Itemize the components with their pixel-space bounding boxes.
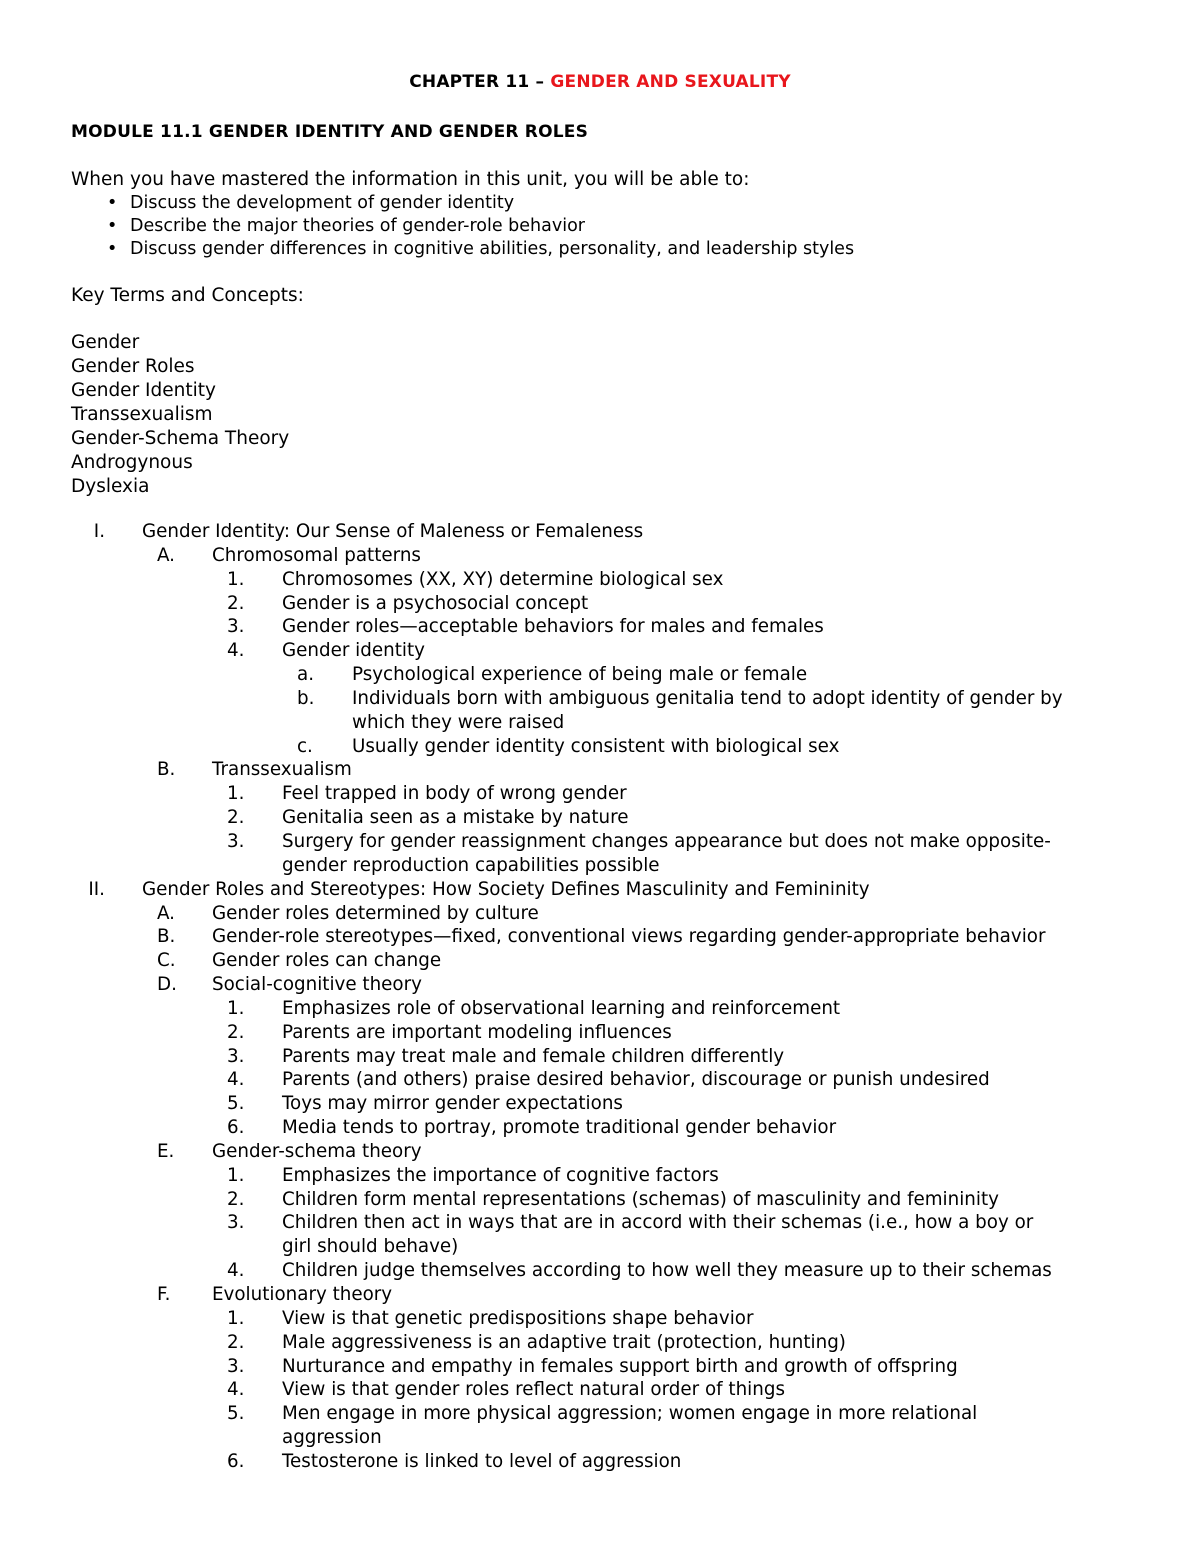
outline-text: Psychological experience of being male or female — [352, 664, 808, 686]
outline-item-level-3 — [0, 1402, 1200, 1426]
outline-text: Gender roles—acceptable behaviors for males and females — [282, 616, 824, 638]
outline-marker: 1. — [227, 1164, 245, 1186]
module-title: MODULE 11.1 GENDER IDENTITY AND GENDER ROLES — [71, 122, 589, 142]
outline-item-level-3 — [0, 568, 1200, 592]
outline-item-level-3 — [0, 1188, 1200, 1212]
chapter-title — [0, 72, 1200, 92]
outline-item-level-4 — [0, 711, 1200, 735]
outline-text: Gender-role stereotypes—fixed, conventional views regarding gender-appropriate behavior — [212, 926, 1046, 948]
outline-marker: 6. — [227, 1450, 245, 1472]
outline-text: Feel trapped in body of wrong gender — [282, 783, 627, 805]
outline-text: Parents are important modeling influences — [282, 1021, 672, 1043]
outline-text: Children judge themselves according to how well they measure up to their schemas — [282, 1260, 1052, 1282]
outline-text: Gender Roles and Stereotypes: How Society Defines Masculinity and Femininity — [142, 878, 870, 900]
outline-text: Parents may treat male and female children differently — [282, 1045, 785, 1067]
outline-item-level-3 — [0, 1378, 1200, 1402]
outline-item-level-2 — [0, 925, 1200, 949]
outline-item-level-3 — [0, 1355, 1200, 1379]
key-terms-heading: Key Terms and Concepts: — [71, 285, 304, 306]
outline-item-level-3 — [0, 1235, 1200, 1259]
outline-item-level-3 — [0, 592, 1200, 616]
chapter-number: CHAPTER 11 – — [409, 72, 551, 92]
outline-item-level-2 — [0, 1140, 1200, 1164]
outline-marker: 2. — [227, 1331, 245, 1353]
outline-marker: a. — [297, 664, 315, 686]
outline-item-level-3 — [0, 639, 1200, 663]
chapter-name: GENDER AND SEXUALITY — [550, 72, 791, 92]
outline-marker: 4. — [227, 1379, 245, 1401]
key-term: Gender-Schema Theory — [71, 428, 290, 449]
outline-marker: B. — [157, 926, 176, 948]
outline-text: Surgery for gender reassignment changes appearance but does not make opposite- — [282, 830, 1051, 852]
outline-text: Media tends to portray, promote traditional gender behavior — [282, 1117, 837, 1139]
outline-text: Gender Identity: Our Sense of Maleness or Femaleness — [142, 521, 644, 542]
lecture-outline — [0, 520, 1200, 1474]
outline-text: girl should behave) — [282, 1236, 459, 1258]
outline-item-level-3 — [0, 1331, 1200, 1355]
outline-marker: I. — [93, 521, 105, 542]
outline-text: Genitalia seen as a mistake by nature — [282, 807, 629, 829]
outline-marker: B. — [157, 759, 176, 781]
outline-text: Children form mental representations (schemas) of masculinity and femininity — [282, 1188, 999, 1210]
outline-item-level-2 — [0, 949, 1200, 973]
outline-text: Parents (and others) praise desired behavior, discourage or punish undesired — [282, 1069, 990, 1091]
outline-marker: 6. — [227, 1117, 245, 1139]
outline-text: gender reproduction capabilities possible — [282, 854, 660, 876]
key-term: Gender Roles — [71, 356, 195, 377]
outline-marker: 1. — [227, 1307, 245, 1329]
outline-marker: A. — [157, 902, 175, 924]
outline-item-level-3 — [0, 997, 1200, 1021]
outline-text: Individuals born with ambiguous genitalia tend to adopt identity of gender by — [352, 687, 1063, 709]
outline-text: Gender is a psychosocial concept — [282, 592, 589, 614]
outline-text: View is that gender roles reflect natural order of things — [282, 1379, 785, 1401]
outline-item-level-2 — [0, 973, 1200, 997]
outline-item-level-4 — [0, 687, 1200, 711]
outline-item-level-3 — [0, 830, 1200, 854]
outline-item-level-3 — [0, 1211, 1200, 1235]
outline-text: Children then act in ways that are in accord with their schemas (i.e., how a boy or — [282, 1212, 1034, 1234]
outline-text: Gender roles can change — [212, 950, 442, 972]
key-term: Transsexualism — [71, 404, 213, 425]
outline-marker: 2. — [227, 807, 245, 829]
outline-text: Emphasizes role of observational learning and reinforcement — [282, 997, 841, 1019]
outline-marker: 3. — [227, 1355, 245, 1377]
outline-item-level-3 — [0, 1045, 1200, 1069]
bullet-icon: • — [107, 193, 118, 213]
outline-text: Toys may mirror gender expectations — [282, 1093, 623, 1115]
outline-text: Gender roles determined by culture — [212, 902, 539, 924]
outline-text: Gender-schema theory — [212, 1140, 422, 1162]
objective-text: Discuss the development of gender identity — [130, 193, 515, 213]
outline-item-level-2 — [0, 1283, 1200, 1307]
outline-text: Chromosomes (XX, XY) determine biological sex — [282, 568, 724, 590]
outline-marker: c. — [297, 735, 313, 757]
bullet-icon: • — [107, 216, 118, 236]
outline-item-level-2 — [0, 544, 1200, 568]
bullet-icon: • — [107, 239, 118, 259]
outline-item-level-2 — [0, 902, 1200, 926]
outline-text: which they were raised — [352, 711, 565, 733]
outline-marker: D. — [157, 974, 177, 996]
outline-item-level-3 — [0, 806, 1200, 830]
outline-marker: b. — [297, 687, 315, 709]
outline-marker: 1. — [227, 783, 245, 805]
outline-item-level-1 — [0, 520, 1200, 544]
outline-marker: 5. — [227, 1093, 245, 1115]
outline-marker: 2. — [227, 1021, 245, 1043]
outline-item-level-2 — [0, 758, 1200, 782]
outline-marker: F. — [157, 1284, 171, 1305]
outline-text: Usually gender identity consistent with biological sex — [352, 735, 840, 757]
objective-text: Discuss gender differences in cognitive abilities, personality, and leadership styles — [130, 239, 855, 259]
outline-marker: 1. — [227, 997, 245, 1019]
outline-text: Gender identity — [282, 640, 425, 662]
outline-item-level-3 — [0, 1092, 1200, 1116]
outline-item-level-4 — [0, 663, 1200, 687]
outline-text: aggression — [282, 1427, 382, 1449]
outline-marker: 3. — [227, 1045, 245, 1067]
outline-marker: 4. — [227, 1069, 245, 1091]
intro-text: When you have mastered the information in this unit, you will be able to: — [71, 169, 750, 190]
outline-marker: 2. — [227, 1188, 245, 1210]
key-term: Androgynous — [71, 452, 193, 473]
outline-item-level-3 — [0, 1259, 1200, 1283]
outline-marker: 3. — [227, 616, 245, 638]
outline-item-level-3 — [0, 1068, 1200, 1092]
outline-marker: II. — [88, 878, 105, 900]
outline-text: Evolutionary theory — [212, 1284, 393, 1305]
outline-marker: E. — [157, 1140, 175, 1162]
key-term: Dyslexia — [71, 476, 150, 497]
outline-item-level-3 — [0, 1426, 1200, 1450]
outline-item-level-3 — [0, 1450, 1200, 1474]
outline-text: Transsexualism — [212, 759, 352, 781]
outline-item-level-3 — [0, 1164, 1200, 1188]
outline-item-level-3 — [0, 1021, 1200, 1045]
outline-item-level-3 — [0, 615, 1200, 639]
outline-text: View is that genetic predispositions shape behavior — [282, 1307, 754, 1329]
outline-item-level-3 — [0, 854, 1200, 878]
outline-marker: 4. — [227, 1260, 245, 1282]
outline-text: Men engage in more physical aggression; women engage in more relational — [282, 1403, 978, 1425]
outline-marker: 4. — [227, 640, 245, 662]
outline-item-level-1 — [0, 878, 1200, 902]
outline-text: Social-cognitive theory — [212, 974, 422, 996]
outline-item-level-3 — [0, 1307, 1200, 1331]
key-term: Gender Identity — [71, 380, 216, 401]
outline-marker: 2. — [227, 592, 245, 614]
outline-text: Emphasizes the importance of cognitive factors — [282, 1164, 719, 1186]
key-terms-list — [71, 331, 289, 499]
outline-text: Chromosomal patterns — [212, 544, 421, 566]
outline-text: Testosterone is linked to level of aggression — [282, 1450, 682, 1472]
key-term: Gender — [71, 332, 140, 353]
outline-marker: 5. — [227, 1403, 245, 1425]
objective-text: Describe the major theories of gender-role behavior — [130, 216, 585, 236]
outline-item-level-3 — [0, 782, 1200, 806]
outline-item-level-3 — [0, 1116, 1200, 1140]
outline-text: Male aggressiveness is an adaptive trait (protection, hunting) — [282, 1331, 846, 1353]
outline-marker: A. — [157, 544, 175, 566]
outline-marker: 3. — [227, 830, 245, 852]
outline-marker: 1. — [227, 568, 245, 590]
outline-marker: 3. — [227, 1212, 245, 1234]
outline-marker: C. — [157, 950, 176, 972]
outline-text: Nurturance and empathy in females support birth and growth of offspring — [282, 1355, 958, 1377]
outline-item-level-4 — [0, 735, 1200, 759]
